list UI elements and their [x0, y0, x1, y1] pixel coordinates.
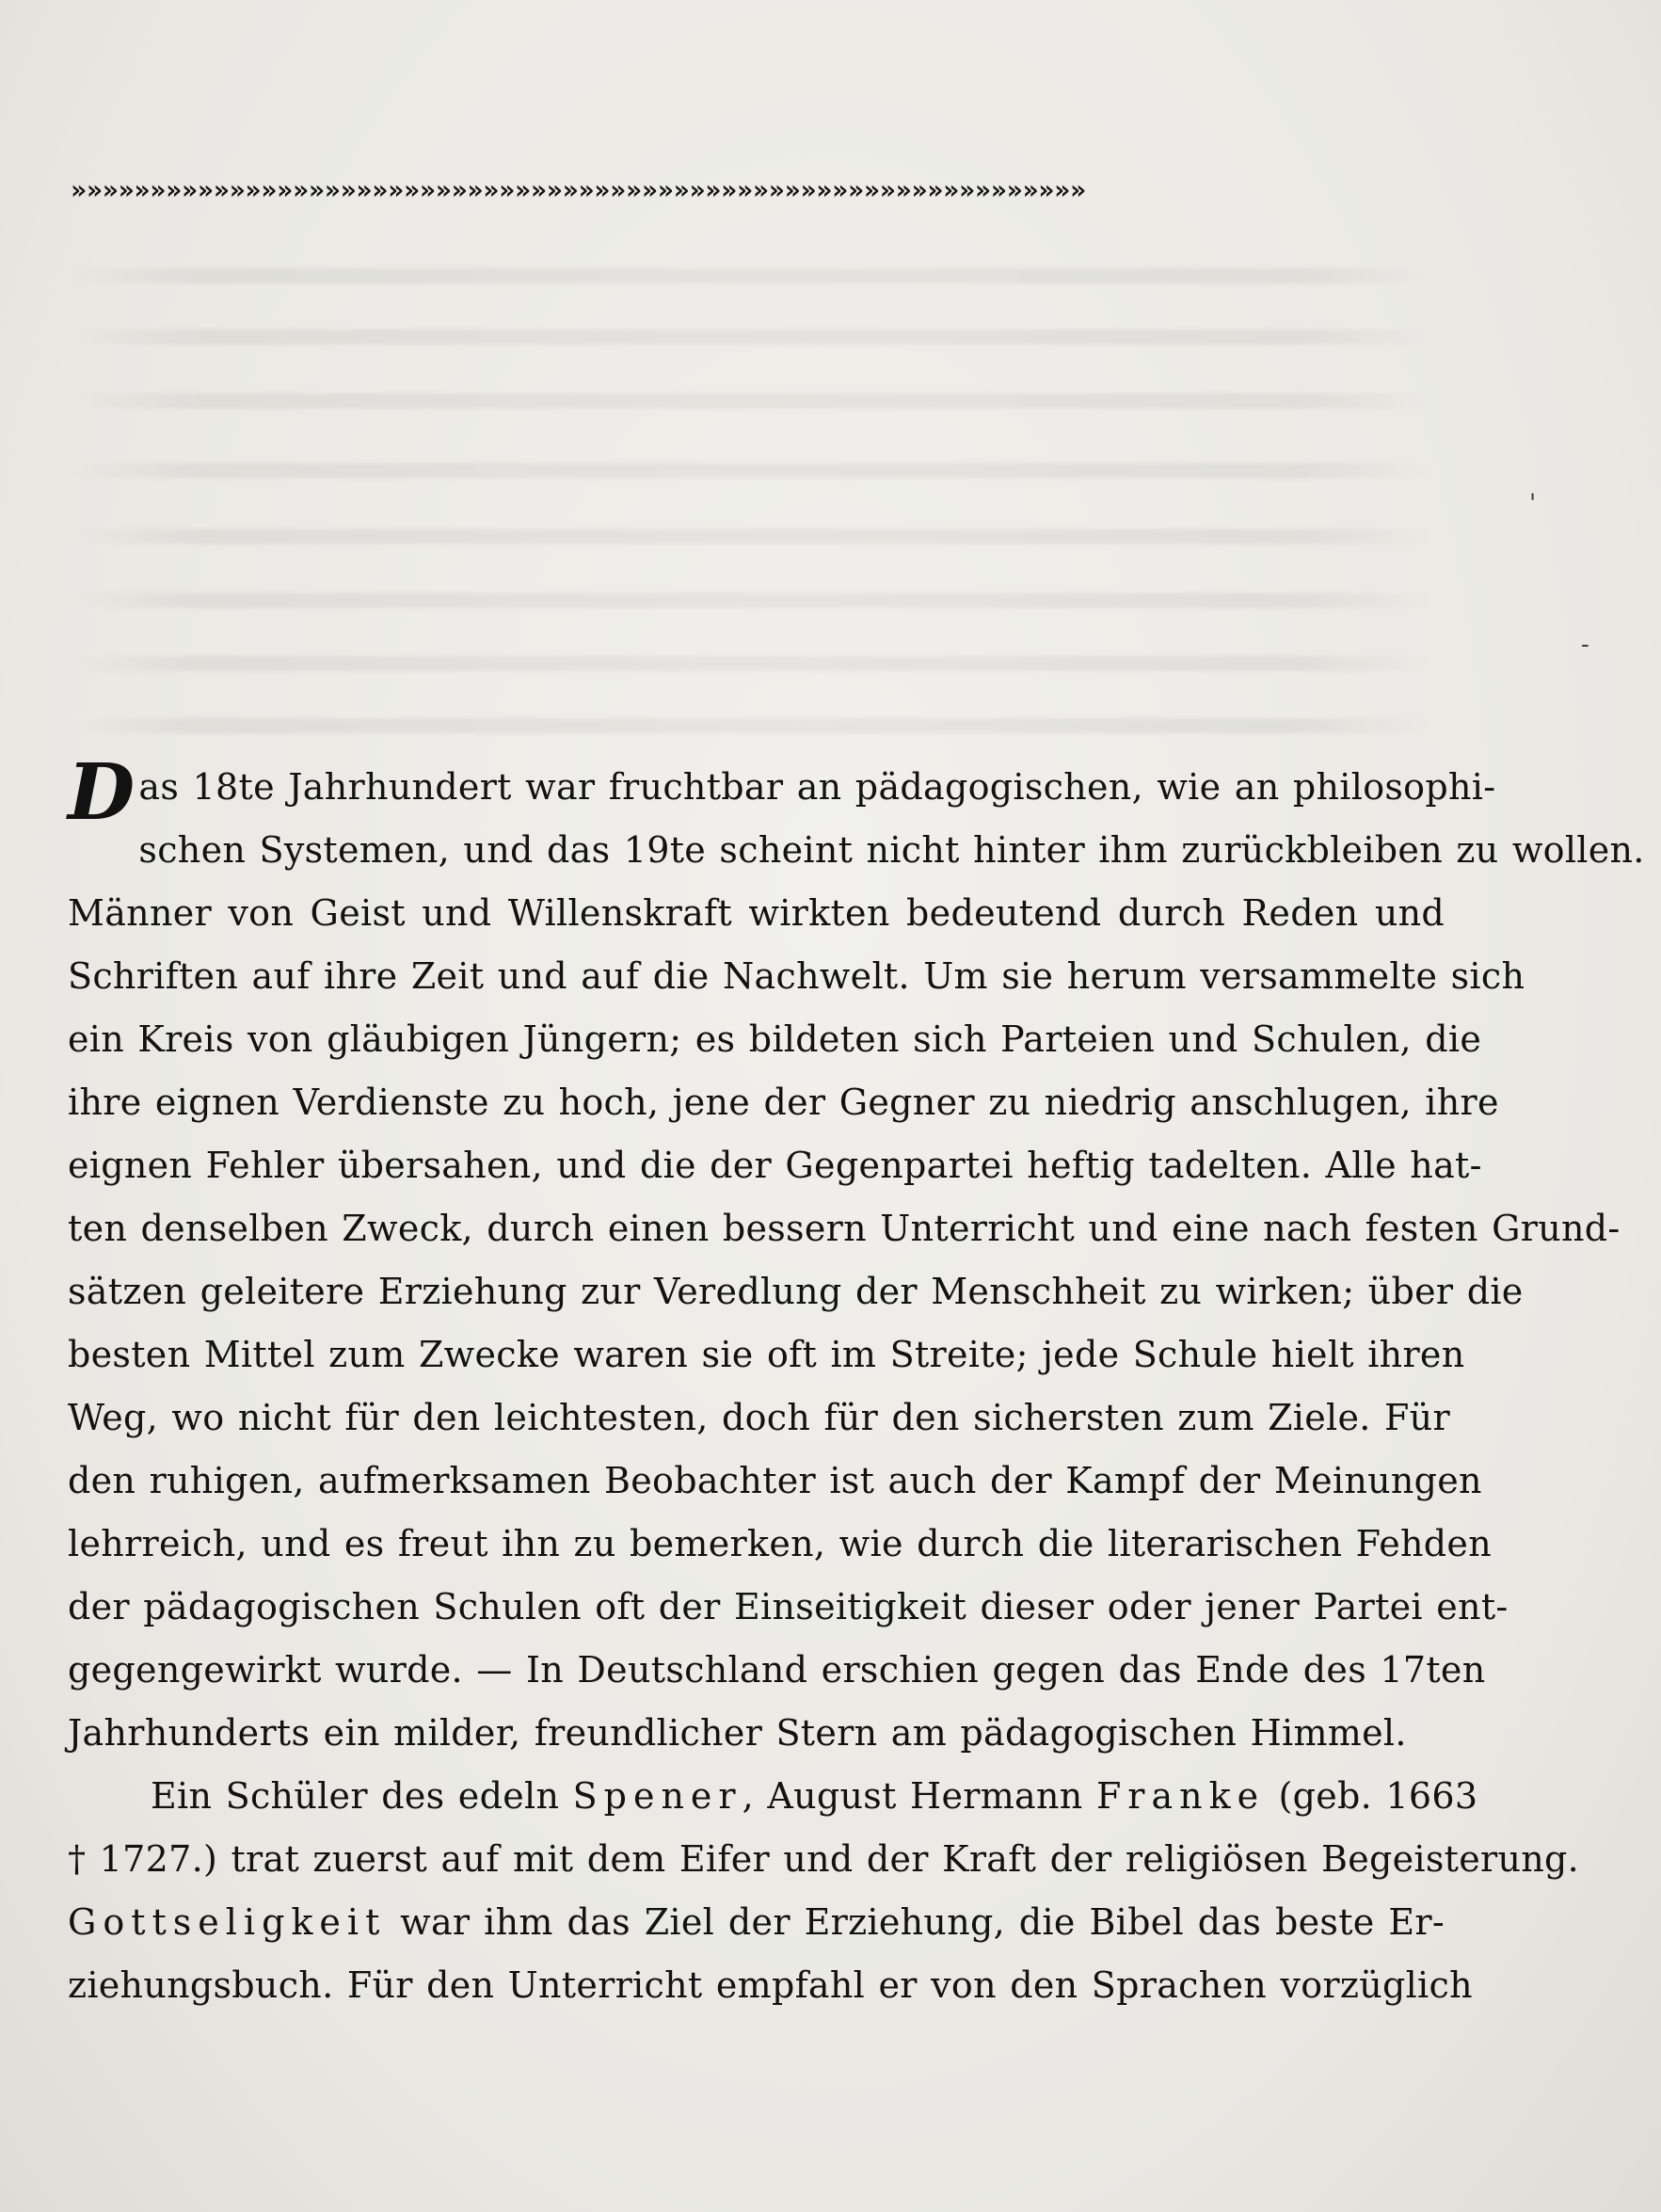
text-line: eignen Fehler übersahen, und die der Gegenpartei heftig tadelten. Alle hat- — [68, 1145, 1482, 1186]
bleed-through-line — [66, 593, 1430, 608]
bleed-through-line — [66, 656, 1430, 671]
text-line: sätzen geleitere Erziehung zur Veredlung der Menschheit zu wirken; über die — [68, 1271, 1524, 1312]
text-line: der pädagogischen Schulen oft der Einseitigkeit dieser oder jener Partei ent- — [68, 1586, 1509, 1627]
bleed-through-line — [66, 268, 1430, 283]
text-line: ziehungsbuch. Für den Unterricht empfahl er von den Sprachen vorzüglich — [68, 1964, 1473, 2006]
spaced-name-franke: Franke — [1095, 1775, 1266, 1817]
text-line: ihre eignen Verdienste zu hoch, jene der Gegner zu niedrig anschlugen, ihre — [68, 1082, 1499, 1123]
bleed-through-line — [66, 718, 1430, 733]
bleed-through-line — [66, 529, 1430, 544]
text-line: Gottseligkeit war ihm das Ziel der Erziehung, die Bibel das beste Er- — [68, 1901, 1445, 1943]
speck-mark: ' — [1529, 489, 1537, 518]
bleed-through-line — [66, 393, 1430, 409]
text-line: Schriften auf ihre Zeit und auf die Nachwelt. Um sie herum versammelte sich — [68, 955, 1525, 997]
paragraph-1 — [68, 747, 1645, 1765]
text-line: den ruhigen, aufmerksamen Beobachter ist auch der Kampf der Meinungen — [68, 1460, 1482, 1501]
text-line: Das 18te Jahrhundert war fruchtbar an pädagogischen, wie an philosophi- — [68, 747, 1496, 838]
main-text-block — [68, 747, 1645, 2017]
text-line: besten Mittel zum Zwecke waren sie oft im Streite; jede Schule hielt ihren — [68, 1334, 1465, 1375]
text-line: gegengewirkt wurde. — In Deutschland erschien gegen das Ende des 17ten — [68, 1649, 1486, 1691]
spaced-word-gottseligkeit: Gottseligkeit — [68, 1901, 387, 1943]
text-line: Ein Schüler des edeln Spener, August Hermann Franke (geb. 1663 — [151, 1775, 1478, 1817]
drop-cap: D — [68, 747, 136, 838]
text-line: lehrreich, und es freut ihn zu bemerken, wie durch die literarischen Fehden — [68, 1523, 1492, 1564]
text-line: ten denselben Zweck, durch einen bessern Unterricht und eine nach festen Grund- — [68, 1208, 1621, 1249]
text-line: schen Systemen, und das 19te scheint nicht hinter ihm zurückbleiben zu wollen. — [138, 829, 1645, 871]
speck-mark: - — [1581, 631, 1589, 659]
text-line: Jahrhunderts ein milder, freundlicher Stern am pädagogischen Himmel. — [68, 1712, 1407, 1754]
paragraph-2 — [68, 1765, 1580, 2017]
text-line: Weg, wo nicht für den leichtesten, doch für den sichersten zum Ziele. Für — [68, 1397, 1450, 1438]
text-line: Männer von Geist und Willenskraft wirkten bedeutend durch Reden und — [68, 892, 1445, 934]
bleed-through-line — [66, 463, 1430, 478]
header-ornament-rule: »»»»»»»»»»»»»»»»»»»»»»»»»»»»»»»»»»»»»»»»»»»»»»»»»»»»»»»»»»»»»»»» — [71, 174, 1086, 205]
spaced-name-spener: Spener — [572, 1775, 743, 1817]
text-line: ein Kreis von gläubigen Jüngern; es bildeten sich Parteien und Schulen, die — [68, 1018, 1482, 1060]
bleed-through-line — [66, 329, 1430, 345]
text-line: † 1727.) trat zuerst auf mit dem Eifer und der Kraft der religiösen Begeisterung. — [68, 1838, 1580, 1880]
